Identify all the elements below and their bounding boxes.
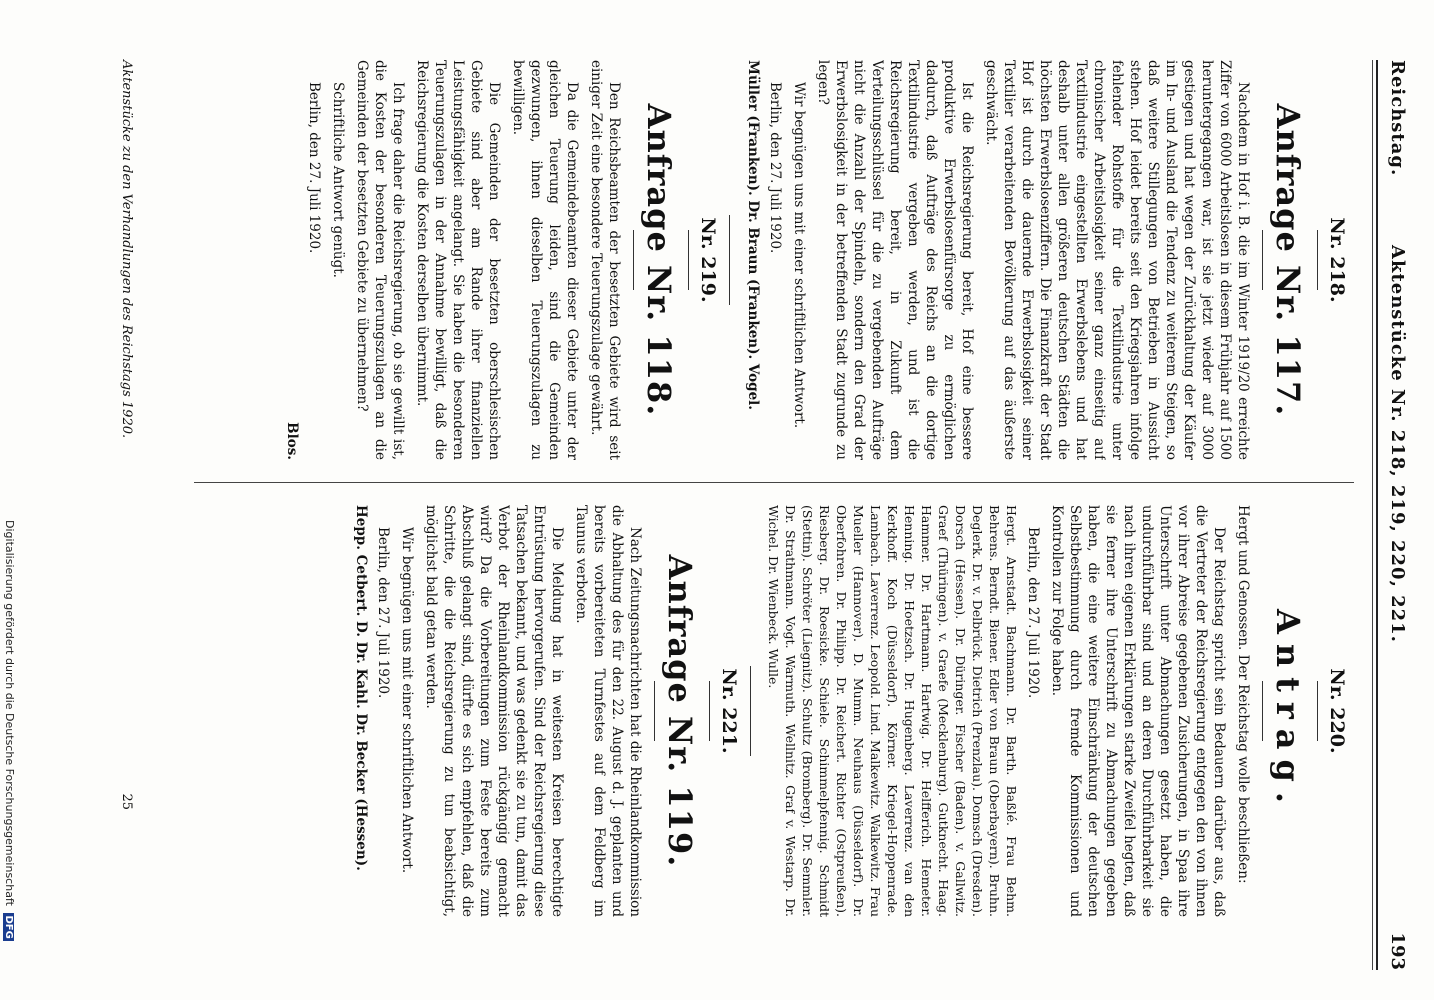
signatures: Hepp. Cetbert. D. Dr. Kahl. Dr. Becker (Hessen). (353, 505, 369, 871)
short-rule (709, 681, 710, 741)
paragraph: Wir begnügen uns mit einer schriftlichen Antwort. (791, 82, 807, 429)
date-line: Berlin, den 27. Juli 1920. (306, 82, 322, 254)
short-rule (1262, 230, 1263, 290)
scan-footer (0, 0, 16, 1000)
short-rule (1317, 681, 1318, 741)
section-number: Nr. 219. (697, 217, 719, 303)
paragraph: Da die Gemeindebeamten dieser Gebiete unter der gleichen Teuerung leiden, sind die Gemeinden gezwungen, ihnen dieselben Teuerungszulagen zu bewilligen. (510, 60, 580, 460)
left-column (80, 60, 1354, 460)
section-title: Anfrage Nr. 118. (640, 103, 678, 417)
paragraph: Nachdem in Hof i. B. die im Winter 1919/20 erreichte Ziffer von 6000 Arbeitslosen in diesem Frühjahr auf 1500 heruntergegangen war, ist sie jetzt wieder auf 3000 gestiegen und hat wegen der Zurückhaltung der Käufer im In- und Ausland die Tendenz zu weiterem Steigen, so daß weitere Stillegungen von Betrieben in Aussicht stehen. Hof leidet bereits seit den Kriegsjahren infolge fehlender Rohstoffe für die Textilindustrie unter chronischer Arbeitslosigkeit seiner ganz einseitig auf Textilindustrie eingestellten Erwerbslebens und hat deshalb unter allen größeren deutschen Städten die höchsten Erwerbslosenziffern. Die Finanzkraft der Stadt Hof ist durch die dauernde Erwerbslosigkeit seiner Textilier verarbeitenden Bevölkerung auf das äußerste geschwächt. (983, 60, 1251, 460)
section-nr-220 (765, 505, 1348, 917)
header-middle: Aktenstücke Nr. 218, 219, 220, 221. (1387, 245, 1408, 643)
section-nr-218 (744, 60, 1348, 460)
paragraph: Der Reichstag spricht sein Bedauern darüber aus, daß die Vertreter der Reichsregierung entgegen den von ihnen vor ihrer Abreise gegebenen Zusicherungen, in Spaa ihre Unterschrift unter Abmachungen gesetzt haben, die undurchführbar sind und an deren Durchführbarkeit sie nach ihren eigenen Erklärungen starke Zweifel hegten, daß sie ferner ihre Unterschrift zu Abmachungen gegeben haben, die eine weitere Einschränkung der deutschen Selbstbestimmung durch fremde Kommissionen und Kontrollen zur Folge haben. (1049, 505, 1227, 917)
paragraph: Schriftliche Antwort genügt. (330, 82, 346, 278)
section-number: Nr. 220. (1326, 668, 1348, 754)
section-title: Anfrage Nr. 119. (661, 554, 699, 868)
section-number: Nr. 221. (718, 668, 740, 754)
section-divider (729, 215, 730, 305)
intro-line: Hergt und Genossen. Der Reichstag wolle beschließen: (1235, 505, 1251, 884)
header-rule-thin (1372, 60, 1373, 970)
section-number: Nr. 218. (1326, 217, 1348, 303)
page-number: 193 (1387, 932, 1408, 970)
paragraph: Ist die Reichsregierung bereit, Hof eine bessere produktive Erwerbslosenfürsorge zu ermöglichen dadurch, daß Aufträge des Reichs an die dortige Textilindustrie vergeben werden, und ist die Reichsregierung bereit, in Zukunft dem Verteilungsschlüssel für die zu vergebenden Aufträge nicht die Anzahl der Spindeln, sondern den Grad der Erwerbslosigkeit in der betreffenden Stadt zugrunde zu legen? (815, 60, 975, 460)
header-rule (1376, 60, 1378, 970)
paragraph: Die Meldung hat in weitesten Kreisen berechtigte Entrüstung hervorgerufen. Sind der Reichsregierung diese Tatsachen bekannt, und was gedenkt sie zu tun, damit das Verbot der Rheinlandkommission rückgängig gemacht wird? Da die Vorbereitungen zum Feste bereits zum Abschluß gelangt sind, dürfte es sich empfehlen, daß die Schritte, die die Reichsregierung zu tun beabsichtigt, möglichst bald getan werden. (423, 505, 565, 917)
footer-page-number: 25 (119, 793, 134, 810)
page-header (1382, 60, 1412, 970)
short-rule (1262, 681, 1263, 741)
date-line: Berlin, den 27. Juli 1920. (375, 527, 391, 699)
paragraph: Den Reichsbeamten der besetzten Gebiete wird seit einiger Zeit eine besondere Teuerungszulage gewährt. (588, 60, 622, 460)
signature: Blos. (284, 422, 300, 460)
section-title: Antrag. (1269, 609, 1307, 813)
signatures: Hergt. Arnstadt. Bachmann. Dr. Barth. Baßlé. Frau Behm. Behrens. Berndt. Biener. Edler von Braun (Oberbayern). Bruhn. Deglerk. Dr. v. Delbrück. Dietrich (Prenzlau). Domsch (Dresden). Dorsch (Hessen). Dr. Düringer. Fischer (Baden). v. Gallwitz. Graef (Thüringen). v. Graefe (Mecklenburg). Gutknecht. Haag. Hammer. Dr. Hartmann. Hartwig. Dr. Helfferich. Hemeter. Henning. Dr. Hoetzsch. Dr. Hugenberg. Laverrenz. van den Kerkhoff. Koch (Düsseldorf). Körner. Kriegel-Hoppenrade. Lambach. Laverrenz. Leopold. Lind. Malkewitz. Walkewitz. Frau Mueller (Hannover). D. Mumm. Neuhaus (Düsseldorf). Dr. Oberfohren. Dr. Philipp. Dr. Reichert. Richter (Ostpreußen). Riesberg. Dr. Roesicke. Schiele. Schimmelpfennig. Schmidt (Stettin). Schröter (Liegnitz). Schultz (Bromberg). Dr. Semmler. Dr. Strathmann. Vogt. Warmuth. Wellnitz. Graf v. Westarp. Dr. Wichel. Dr. Wienbeck. Wulle. (766, 505, 1019, 917)
section-nr-219 (283, 60, 719, 460)
scan-footer-text: Digitalisierung gefördert durch die Deutsche Forschungsgemeinschaft (3, 520, 16, 906)
paragraph: Nach Zeitungsnachrichten hat die Rheinlandkommission die Abhaltung des für den 22. August d. J. geplanten und bereits vorbereiteten Turnfestes auf dem Feldberg im Taunus verboten. (573, 505, 643, 917)
paragraph: Ich frage daher die Reichsregierung, ob sie gewillt ist, die Kosten der besonderen Teuerungszulagen an die Gemeinden der besetzten Gebiete zu übernehmen? (354, 60, 406, 460)
short-rule (633, 230, 634, 290)
section-title: Anfrage Nr. 117. (1269, 103, 1307, 417)
date-line: Berlin, den 27. Juli 1920. (1025, 527, 1041, 699)
dfg-logo: DFG (3, 915, 14, 939)
short-rule (1317, 230, 1318, 290)
section-divider (750, 666, 751, 756)
footer-title: Aktenstücke zu den Verhandlungen des Reichstags 1920. (119, 60, 134, 439)
signatures: Müller (Franken). Dr. Braun (Franken). Vogel. (745, 60, 761, 411)
header-left: Reichstag. (1387, 60, 1408, 177)
section-nr-221 (352, 505, 740, 917)
paragraph: Die Gemeinden der besetzten oberschlesischen Gebiete sind aber am Rande ihrer finanziellen Leistungsfähigkeit angelangt. Sie haben die besonderen Teuerungszulagen in der Annahme bewilligt, daß die Reichsregierung die Kosten derselben übernimmt. (414, 60, 502, 460)
right-column (80, 505, 1354, 917)
column-separator (194, 482, 1354, 483)
paragraph: Wir begnügen uns mit einer schriftlichen Antwort. (399, 527, 415, 874)
short-rule (654, 681, 655, 741)
short-rule (688, 230, 689, 290)
date-line: Berlin, den 27. Juli 1920. (767, 82, 783, 254)
